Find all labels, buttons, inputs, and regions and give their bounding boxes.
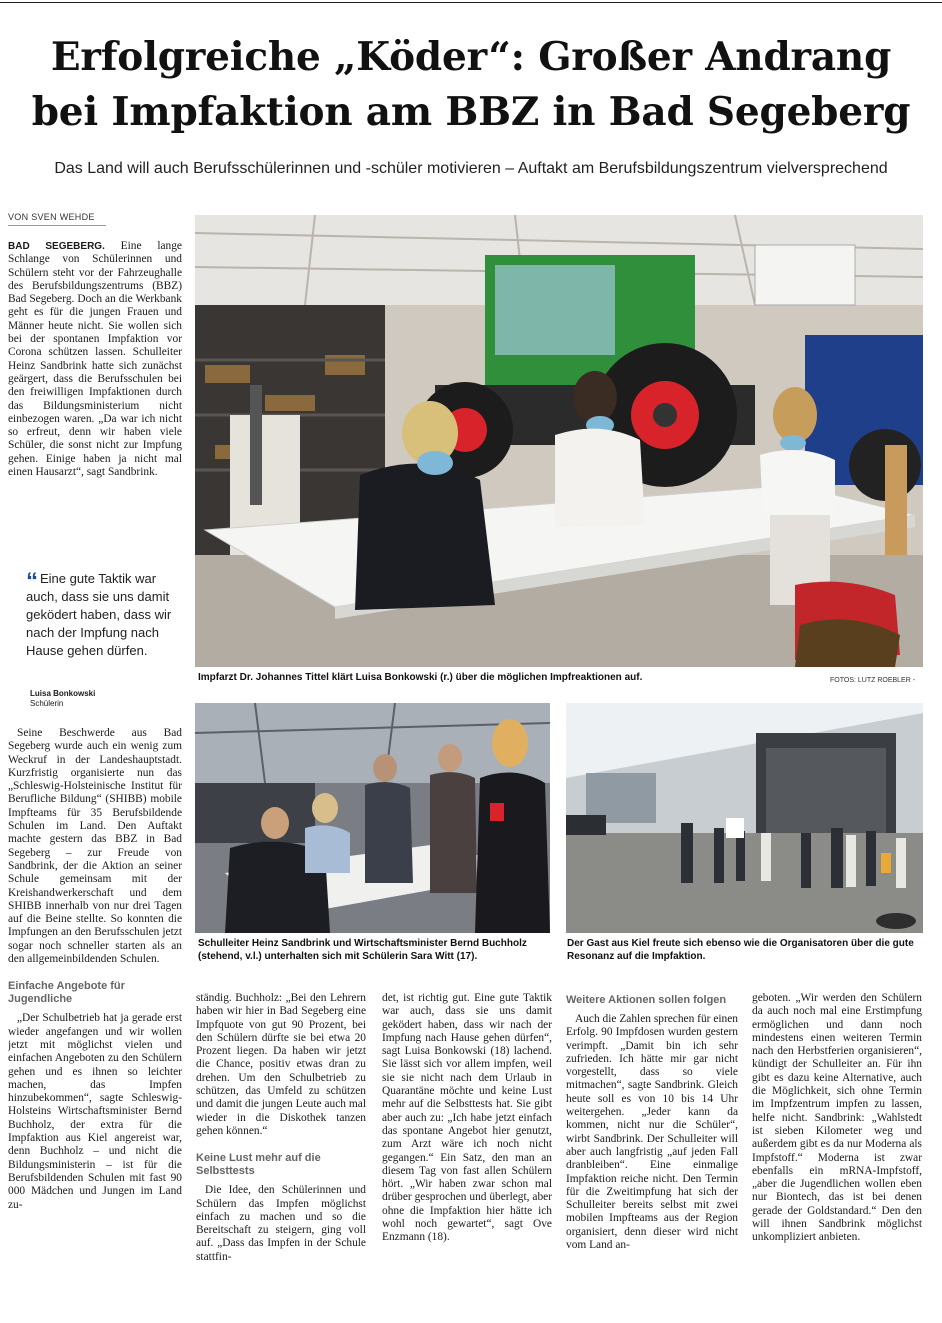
photo-credit: FOTOS: LUTZ ROEBLER - (830, 677, 916, 684)
subheadline: Das Land will auch Berufsschülerinnen und -schüler motivieren – Auftakt am Berufsbildungszentrum vielversprechend (54, 160, 888, 177)
paragraph: ständig. Buchholz: „Bei den Lehrern haben wir hier in Bad Segeberg eine Impfquote von gut 90 Prozent, bei den Schülern dürfte sie bei etwa 20 Prozent liegen. Da haben wir jetzt die Chance, positiv etwas dran zu drehen. Um den Schulbetrieb zu schützen, das Umfeld zu schützen und damit die jungen Leute auch mal wieder in die Diskothek tanzen gehen können.“ (196, 992, 366, 1137)
paragraph: Seine Beschwerde aus Bad Segeberg wurde auch ein wenig zum Weckruf in der Landeshauptstadt. Kurzfristig organisierte nun das „Schleswig-Holsteinische Institut für Berufliche Bildung“ (SHIBB) mobile Impfteams für 35 Berufsbildende Schulen im Land. Den Auftakt machte gestern das BBZ in Bad Segeberg – zur Freude von Sandbrink, der die Aktion an seiner Schule gemeinsam mit der Kreishandwerkerschaft und dem SHIBB innerhalb von nur drei Tagen auf die Beine stellte. So konnten die Impfungen an den Berufsschulen jetzt sogar noch schneller starten als an den allgemeinbildenden Schulen. (8, 727, 182, 966)
quote-text: Eine gute Taktik war auch, dass sie uns damit geködert haben, dass wir nach der Impfung nach Hause gehen dürfen. (26, 571, 172, 658)
headline (0, 30, 942, 140)
photo-crowd-outside-hall (566, 703, 923, 933)
quote-author-role: Schülerin (30, 699, 64, 708)
subheading: Keine Lust mehr auf die Selbsttests (196, 1152, 321, 1178)
pull-quote (26, 570, 178, 660)
right-photo-caption: Der Gast aus Kiel freute sich ebenso wie die Organisatoren über die gute Resonanz auf die Impfaktion. (567, 938, 914, 962)
paragraph: geboten. „Wir werden den Schülern da auch noch mal eine Erstimpfung ermöglichen und dann noch mindestens einen weiteren Termin nach den Herbstferien organisieren“, kündigt der Schulleiter an. Für ihn gibt es dazu keine Alternative, auch die Möglichkeit, sich ohne Termin im Impfzentrum impfen zu lassen, helfe nicht. Sandbrink: „Wahlstedt ist sieben Kilometer weg und außerdem gibt es da nur Moderna als Impfstoff.“ Moderna ist zwar ebenfalls ein mRNA-Impfstoff, „aber die Jugendlichen wollen eben nur Biontech, das ist bei denen gerade der Goldstandard.“ Den den will ihnen Sandbrink möglichst unkompliziert anbieten. (752, 992, 922, 1244)
intro-paragraph (8, 240, 182, 479)
column-4 (566, 992, 738, 1317)
headline-line-2: bei Impfaktion am BBZ in Bad Segeberg (31, 89, 911, 135)
dateline: BAD SEGEBERG. (8, 241, 105, 252)
quote-author: Luisa Bonkowski (30, 689, 96, 698)
paragraph: „Der Schulbetrieb hat ja gerade erst wieder angefangen und wir wollen jetzt mit möglichst vielen und einfachen Angeboten zu den Schülern gehen und es ihnen so leichter machen, das Impfen hinzubekommen“, sagte Schleswig-Holsteins Wirtschaftsminister Bernd Buchholz, der extra für die Impfaktion aus Kiel angereist war, denn Buchholz – und nicht die Bildungsministerin – ist für die Berufsbildenden Schulen mit fast 90 000 Mädchen und Jungen im Land zu- (8, 1012, 182, 1211)
paragraph: det, ist richtig gut. Eine gute Taktik war auch, dass sie uns damit geködert haben, dass wir nach der Impfung nach Hause gehen dürfen“, sagt Luisa Bonkowski (18) lachend. Sie lässt sich vor allem impfen, weil sie sie nicht nach dem Urlaub in Quarantäne möchte und keine Lust mehr auf die Selbsttests hat. Sie gibt aber auch zu: „Ich habe jetzt einfach das spontane Angebot hier genutzt, zum Arzt wäre ich noch nicht gegangen.“ Ein Satz, den man an diesem Tag von fast allen Schülern hört. „Wir haben zwar schon mal drüber gesprochen und überlegt, aber ohne die Impfaktion hier hätte ich wohl noch gewartet“, sagt Ove Enzmann (18). (382, 992, 552, 1244)
paragraph: Auch die Zahlen sprechen für einen Erfolg. 90 Impfdosen wurden gestern verimpft. „Damit bin ich sehr zufrieden. Ich hätte mir gar nicht vorgestellt, dass so viele mitmachen“, sagte Sandbrink. Gleich heute soll es von 10 bis 14 Uhr weitergehen. „Jeder kann da kommen, nicht nur die Schüler“, wirbt Sandbrink. Der Schulleiter will aber auch langfristig „auf jeden Fall dranbleiben“. Eine einmalige Impfaktion reiche nicht. Den Termin für die Zweitimpfung hat sich der Schulleiter bereits selbst mit zwei mobilen Impfteams aus der Region organisiert, denn dieser wird nicht vom Land an- (566, 1013, 738, 1252)
main-photo-vaccination-workshop (195, 215, 923, 667)
subheading: Weitere Aktionen sollen folgen (566, 994, 727, 1006)
top-rule (0, 2, 942, 3)
headline-line-1: Erfolgreiche „Köder“: Großer Andrang (50, 34, 892, 80)
left-photo-caption: Schulleiter Heinz Sandbrink und Wirtschaftsminister Bernd Buchholz (stehend, v.l.) unterhalten sich mit Schülerin Sara Witt (17). (198, 938, 527, 962)
column-1-body (8, 727, 182, 1317)
main-photo-caption: Impfarzt Dr. Johannes Tittel klärt Luisa Bonkowski (r.) über die möglichen Impfreaktionen auf. (198, 672, 643, 683)
column-3 (382, 992, 552, 1317)
paragraph: Die Idee, den Schülerinnen und Schülern das Impfen möglichst einfach zu machen und so die Bereitschaft zu steigern, ging voll auf. „Dass das Impfen in der Schule stattfin- (196, 1184, 366, 1263)
quote-attribution (30, 689, 180, 709)
column-1-intro (8, 240, 182, 562)
byline: VON SVEN WEHDE (8, 212, 106, 226)
subheading: Einfache Angebote für Jugendliche (8, 980, 125, 1006)
column-2 (196, 992, 366, 1317)
intro-text: Eine lange Schlange von Schülerinnen und Schülern steht vor der Fahrzeughalle des Berufsbildungszentrums (BBZ) Bad Segeberg. Doch an die Werkbank geht es für die jungen Frauen und Männer heute nicht. Sie wollen sich bei der spontanen Impfaktion vor Corona schützen lassen. Schulleiter Heinz Sandbrink hatte sich zunächst geärgert, dass die Berufsschulen bei den freiwilligen Impfaktionen durch das Bildungsministerium nicht einbezogen waren. „Da war ich nicht so erfreut, denn wir haben viele Schüler, die sonst nicht zur Impfung gehen. Einige haben ja nicht mal einen Hausarzt“, sagt Sandbrink. (8, 240, 182, 479)
quote-mark-icon: “ (26, 568, 38, 595)
column-5 (752, 992, 922, 1317)
photo-minister-and-student (195, 703, 550, 933)
